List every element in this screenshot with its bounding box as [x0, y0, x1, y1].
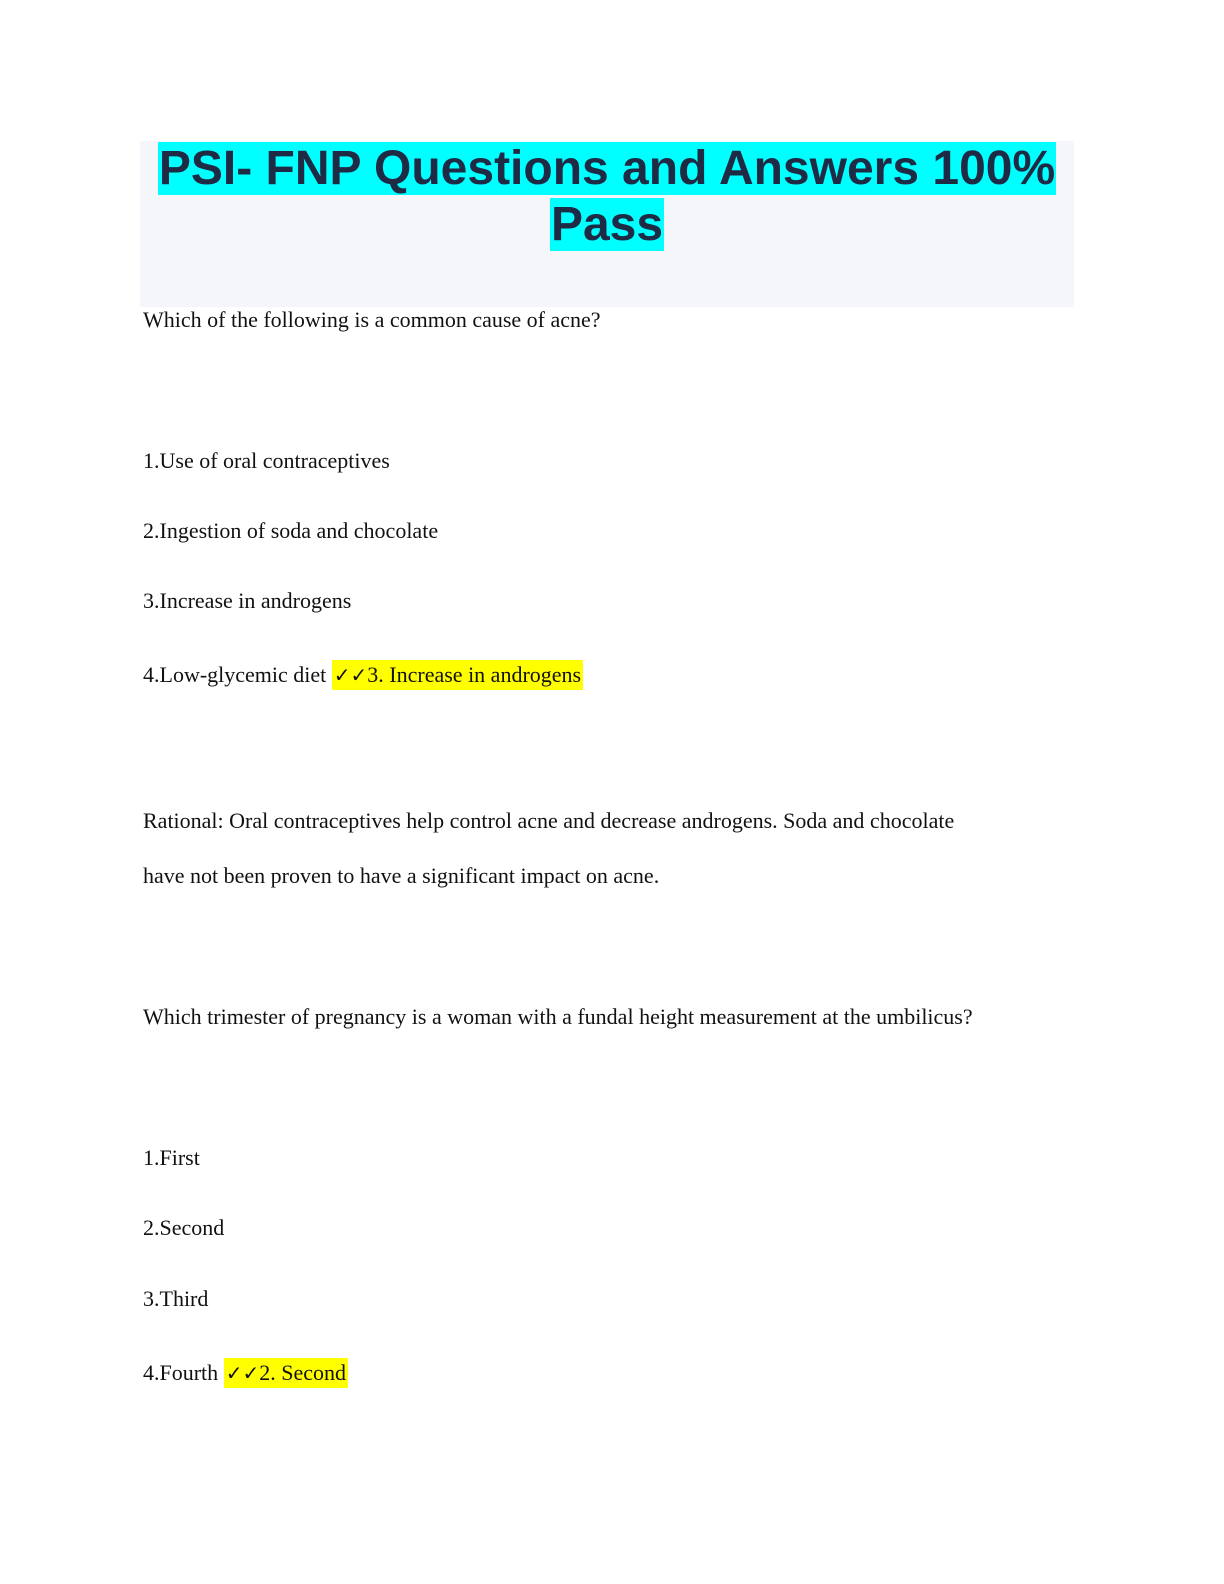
- q1-rationale-line-2: have not been proven to have a significant impact on acne.: [143, 863, 660, 888]
- q1-answer-highlight: [332, 660, 583, 690]
- q1-option-4: 4.Low-glycemic diet: [143, 662, 327, 687]
- question-1: Which of the following is a common cause of acne?: [143, 307, 601, 332]
- page-title: [140, 141, 1074, 253]
- q2-answer-highlight: [224, 1358, 348, 1388]
- title-line-2: Pass: [550, 198, 664, 251]
- q2-option-2: 2.Second: [143, 1215, 225, 1240]
- q2-option-1: 1.First: [143, 1145, 200, 1170]
- q2-answer: 2. Second: [259, 1360, 346, 1385]
- check-mark-icon: ✓✓: [333, 663, 368, 687]
- q1-rationale-line-1: Rational: Oral contraceptives help control acne and decrease androgens. Soda and chocolate: [143, 808, 955, 833]
- q2-option-4-row: [143, 1358, 348, 1388]
- q1-option-1: 1.Use of oral contraceptives: [143, 448, 390, 473]
- q2-option-4: 4.Fourth: [143, 1360, 219, 1385]
- q1-option-3: 3.Increase in androgens: [143, 588, 352, 613]
- q2-option-3: 3.Third: [143, 1286, 209, 1311]
- q1-answer: 3. Increase in androgens: [367, 662, 582, 687]
- q1-option-4-row: [143, 660, 583, 690]
- check-mark-icon: ✓✓: [225, 1361, 260, 1385]
- title-line-1: PSI- FNP Questions and Answers 100%: [158, 142, 1056, 195]
- title-box: [140, 141, 1074, 307]
- q1-option-2: 2.Ingestion of soda and chocolate: [143, 518, 439, 543]
- question-2: Which trimester of pregnancy is a woman with a fundal height measurement at the umbilicus?: [143, 1004, 973, 1029]
